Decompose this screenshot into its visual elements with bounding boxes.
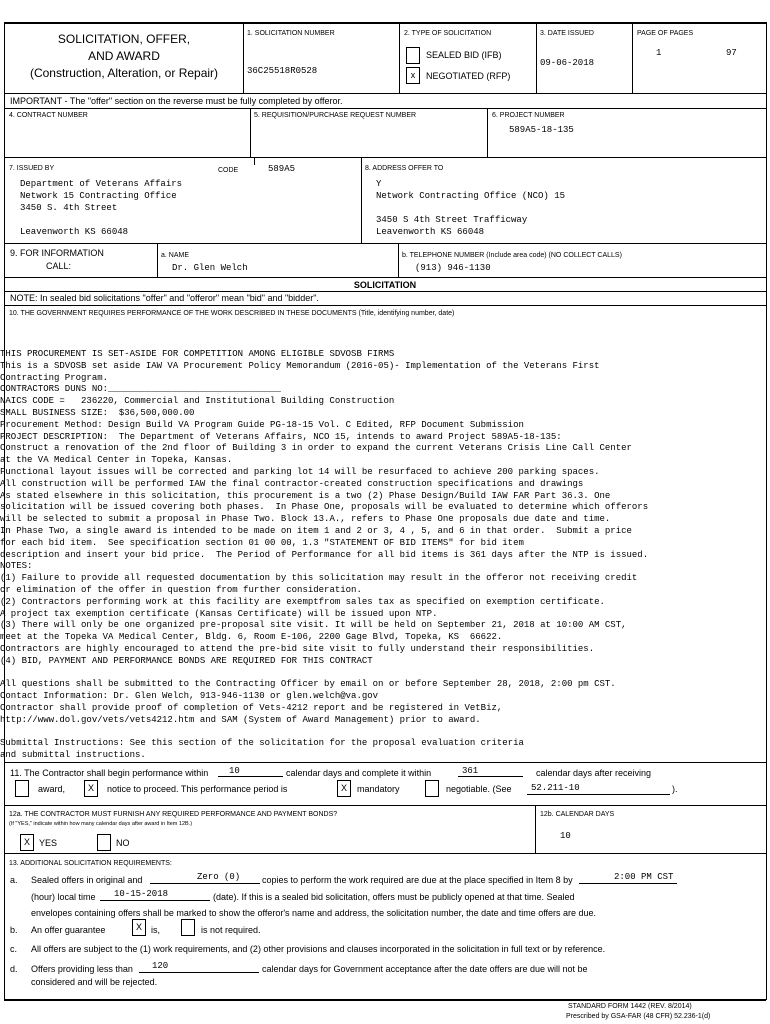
item12a-label: 12a. THE CONTRACTOR MUST FURNISH ANY REQUIRED PERFORMANCE AND PAYMENT BONDS?: [9, 811, 338, 818]
notice-label: notice to proceed. This performance period is: [107, 784, 288, 794]
divider: [4, 853, 766, 854]
item13d-text: Offers providing less than: [31, 964, 133, 974]
begin-days: 10: [229, 766, 240, 776]
contract-number-label: 4. CONTRACT NUMBER: [9, 112, 88, 119]
bonds-yes-checkbox[interactable]: X: [20, 834, 34, 851]
address-line: Leavenworth KS 66048: [20, 227, 129, 237]
underline: [218, 776, 283, 777]
close-paren: ).: [672, 784, 678, 794]
prescribed-by: Prescribed by GSA-FAR (48 CFR) 52.236-1(d): [566, 1013, 711, 1020]
description-line: All construction will be performed IAW the final contractor-created construction specifications and drawings: [0, 478, 584, 489]
divider: [4, 305, 766, 306]
form-id: STANDARD FORM 1442 (REV. 8/2014): [568, 1003, 692, 1010]
divider: [4, 277, 766, 278]
description-line: solicitation will be issued covering both phases. In Phase One, proposals will be evaluated to determine which offerors: [0, 502, 649, 513]
divider: [361, 157, 362, 243]
underline: [150, 883, 260, 884]
description-line: (4) BID, PAYMENT AND PERFORMANCE BONDS ARE REQUIRED FOR THIS CONTRACT: [0, 655, 373, 666]
item11-text: calendar days after receiving: [536, 768, 652, 778]
address-line: 3450 S. 4th Street: [20, 203, 118, 213]
description-line: As stated elsewhere in this solicitation, this procurement is a two (2) Phase Design/Build IAW FAR Part 36.3. One: [0, 490, 611, 501]
description-line: In Phase Two, a single award is intended to be made on item 1 and 2 or 3, 4 , 5, and 6 in that order. Submit a price: [0, 525, 632, 536]
phone-label: b. TELEPHONE NUMBER (Include area code) (NO COLLECT CALLS): [402, 252, 622, 259]
item13d-text: calendar days for Government acceptance after the date offers are due will not be: [262, 964, 588, 974]
divider: [4, 243, 766, 244]
acceptance-days: 120: [152, 961, 169, 971]
address-line: Network 15 Contracting Office: [20, 191, 177, 201]
copies: Zero (0): [197, 872, 241, 882]
description-line: PROJECT DESCRIPTION: The Department of Veterans Affairs, NCO 15, intends to award Project 589A5-18-135:: [0, 431, 562, 442]
form-title-line: AND AWARD: [88, 49, 160, 63]
description-line: [0, 668, 648, 680]
guarantee-is-label: is,: [151, 925, 160, 935]
item11-text: 11. The Contractor shall begin performance within: [10, 768, 209, 778]
complete-days: 361: [462, 766, 479, 776]
item13a-text: envelopes containing offers shall be marked to show the offeror's name and address, the solicitation number, the date and time offers are due.: [31, 908, 597, 918]
bonds-yes-label: YES: [39, 838, 58, 848]
page-number: 1: [656, 48, 662, 58]
item13d-letter: d.: [10, 964, 18, 974]
underline: [579, 883, 677, 884]
work-description: [0, 349, 648, 762]
project-number: 589A5-18-135: [509, 125, 574, 135]
divider: [157, 243, 158, 277]
address-line: 3450 S 4th Street Trafficway: [376, 215, 528, 225]
due-time: 2:00 PM CST: [614, 872, 674, 882]
address-line: Network Contracting Office (NCO) 15: [376, 191, 566, 201]
code-label: CODE: [218, 167, 239, 174]
underline: [458, 776, 523, 777]
call-label: CALL:: [46, 261, 72, 271]
item13c-text: All offers are subject to the (1) work requirements, and (2) other provisions and clauses incorporated in the solicitation in full text or by reference.: [31, 944, 606, 954]
divider: [4, 291, 766, 292]
divider: [4, 762, 766, 763]
important-note: IMPORTANT - The "offer" section on the reverse must be fully completed by offeror.: [10, 96, 343, 106]
item13a-text: (hour) local time: [31, 892, 96, 902]
description-line: Construct a renovation of the 2nd floor of Building 3 in order to expand the current Veterans Crisis Line Call Center: [0, 443, 632, 454]
mandatory-checkbox[interactable]: X: [337, 780, 351, 797]
project-number-label: 6. PROJECT NUMBER: [492, 112, 565, 119]
description-line: Submittal Instructions: See this section of the solicitation for the proposal evaluation criteria: [0, 738, 524, 749]
guarantee-is-checkbox[interactable]: X: [132, 919, 146, 936]
guarantee-not-required-checkbox[interactable]: [181, 919, 195, 936]
info-label: 9. FOR INFORMATION: [10, 248, 104, 258]
divider: [250, 108, 251, 157]
description-line: meet at the Topeka VA Medical Center, Bldg. 6, Room E-106, 2200 Gage Blvd, Topeka, KS 66622.: [0, 632, 503, 643]
negotiated-checkbox[interactable]: x: [406, 67, 420, 84]
address-offer-to: [376, 178, 565, 238]
type-label: 2. TYPE OF SOLICITATION: [404, 30, 492, 37]
description-line: SMALL BUSINESS SIZE: $36,500,000.00: [0, 407, 195, 418]
description-line: NAICS CODE = 236220, Commercial and Institutional Building Construction: [0, 396, 395, 407]
item13c-letter: c.: [10, 944, 18, 954]
underline: [527, 794, 670, 795]
bottom-border: [4, 999, 766, 1001]
description-line: (1) Failure to provide all requested documentation by this solicitation may result in the offeror not receiving credit: [0, 573, 638, 584]
description-line: (3) There will only be one organized pre-proposal site visit. It will be held on September 21, 2018 at 10:00 AM CST,: [0, 620, 627, 631]
divider: [632, 22, 633, 93]
description-line: Contracting Program.: [0, 372, 109, 383]
address-line: Y: [376, 179, 382, 189]
divider: [536, 22, 537, 93]
description-line: Procurement Method: Design Build VA Program Guide PG-18-15 Vol. C Edited, RFP Document Submission: [0, 419, 524, 430]
description-line: [0, 727, 648, 739]
description-line: THIS PROCUREMENT IS SET-ASIDE FOR COMPETITION AMONG ELIGIBLE SDVOSB FIRMS: [0, 349, 395, 359]
description-line: at the VA Medical Center in Topeka, Kansas.: [0, 455, 233, 466]
description-line: Contractor shall provide proof of completion of Vets-4212 report and be registered in VetBiz,: [0, 702, 503, 713]
description-line: Contact Information: Dr. Glen Welch, 913-946-1130 or glen.welch@va.gov: [0, 691, 379, 702]
description-line: This is a SDVOSB set aside IAW VA Procurement Policy Memorandum (2016-05)- Implementation of the Veterans First: [0, 360, 600, 371]
address-line: Department of Veterans Affairs: [20, 179, 183, 189]
contact-phone: (913) 946-1130: [415, 263, 491, 273]
item13b-letter: b.: [10, 925, 18, 935]
top-border: [4, 22, 766, 24]
description-line: NOTES:: [0, 561, 33, 572]
contact-name: Dr. Glen Welch: [172, 263, 248, 273]
award-checkbox[interactable]: [15, 780, 29, 797]
sealed-bid-checkbox[interactable]: [406, 47, 420, 64]
bonds-no-label: NO: [116, 838, 130, 848]
divider: [4, 157, 766, 158]
item13b-text: An offer guarantee: [31, 925, 106, 935]
divider: [399, 22, 400, 93]
description-line: A project tax exemption certificate (Kansas Certificate) will be issued upon NTP.: [0, 608, 438, 619]
due-date: 10-15-2018: [114, 889, 169, 899]
underline: [139, 972, 259, 973]
description-line: for each bid item. See specification section 01 00 00, 1.3 "STATEMENT OF BID ITEMS" for bid item: [0, 537, 524, 548]
address-line: Leavenworth KS 66048: [376, 227, 485, 237]
sealed-bid-note: NOTE: In sealed bid solicitations "offer" and "offeror" mean "bid" and "bidder".: [10, 293, 319, 303]
description-line: Functional layout issues will be corrected and parking lot 14 will be resurfaced to achieve 200 parking spaces.: [0, 466, 600, 477]
address-line: [20, 214, 182, 226]
issued-by-label: 7. ISSUED BY: [9, 165, 55, 172]
notice-checkbox[interactable]: X: [84, 780, 98, 797]
item11-text: calendar days and complete it within: [286, 768, 432, 778]
page-count: 97: [726, 48, 737, 58]
requisition-label: 5. REQUISITION/PURCHASE REQUEST NUMBER: [254, 112, 417, 119]
description-line: All questions shall be submitted to the Contracting Officer by email on or before September 28, 2018, 2:00 pm CST.: [0, 679, 616, 690]
solicitation-heading: SOLICITATION: [353, 280, 417, 290]
right-border: [766, 22, 767, 1000]
description-line: or elimination of the offer in question from further consideration.: [0, 584, 362, 595]
name-label: a. NAME: [161, 252, 190, 259]
item10-label: 10. THE GOVERNMENT REQUIRES PERFORMANCE OF THE WORK DESCRIBED IN THESE DOCUMENTS (Title, identifying number, date): [9, 310, 455, 317]
item12a-sub: (If "YES," indicate within how many calendar days after award in Item 12B.): [9, 821, 193, 827]
form-title-line: SOLICITATION, OFFER,: [57, 32, 191, 46]
page-of-pages-label: PAGE OF PAGES: [637, 30, 694, 37]
description-line: http://www.dol.gov/vets/vets4212.htm and SAM (System of Award Management) prior to award.: [0, 714, 481, 725]
item12b-label: 12b. CALENDAR DAYS: [540, 811, 615, 818]
divider: [398, 243, 399, 277]
item13a-text: Sealed offers in original and: [31, 875, 143, 885]
item13-label: 13. ADDITIONAL SOLICITATION REQUIREMENTS:: [9, 860, 172, 867]
address-line: [376, 202, 565, 214]
sol-number: 36C25518R0528: [247, 66, 318, 76]
divider: [487, 108, 488, 157]
description-line: CONTRACTORS DUNS NO:________________________________: [0, 384, 281, 395]
description-line: (2) Contractors performing work at this facility are exemptfrom sales tax as specified on exemption certificate.: [0, 596, 605, 607]
underline: [100, 900, 210, 901]
description-line: Contractors are highly encouraged to attend the pre-bid site visit to fully understand their responsibilities.: [0, 643, 595, 654]
code-value: 589A5: [268, 164, 296, 174]
form-title-line: (Construction, Alteration, or Repair): [29, 66, 219, 80]
issued-by-address: [20, 178, 182, 238]
mandatory-label: mandatory: [357, 784, 400, 794]
description-line: will be selected to submit a proposal in Phase Two. Block 13.A., refers to Phase One proposals due date and time.: [0, 514, 611, 525]
divider: [4, 108, 766, 109]
item13a-letter: a.: [10, 875, 18, 885]
see-clause: 52.211-10: [531, 783, 580, 793]
guarantee-not-required-label: is not required.: [201, 925, 261, 935]
negotiable-label: negotiable. (See: [446, 784, 512, 794]
negotiated-label: NEGOTIATED (RFP): [426, 71, 511, 81]
item13a-text: copies to perform the work required are due at the place specified in Item 8 by: [262, 875, 573, 885]
date-issued: 09-06-2018: [540, 58, 595, 68]
bond-days: 10: [560, 831, 571, 841]
bonds-no-checkbox[interactable]: [97, 834, 111, 851]
divider: [254, 157, 255, 165]
sealed-bid-label: SEALED BID (IFB): [426, 50, 502, 60]
description-line: and submittal instructions.: [0, 750, 146, 761]
description-line: description and insert your bid price. The Period of Performance for all bid items is 361 days after the NTP is issued.: [0, 549, 649, 560]
negotiable-checkbox[interactable]: [425, 780, 439, 797]
divider: [4, 93, 766, 94]
address-offer-label: 8. ADDRESS OFFER TO: [365, 165, 444, 172]
date-issued-label: 3. DATE ISSUED: [540, 30, 594, 37]
sol-number-label: 1. SOLICITATION NUMBER: [247, 30, 335, 37]
divider: [4, 805, 766, 806]
award-label: award,: [38, 784, 66, 794]
divider: [535, 805, 536, 853]
divider: [243, 22, 244, 93]
item13a-text: (date). If this is a sealed bid solicitation, offers must be publicly opened at that time. Sealed: [213, 892, 575, 902]
item13d-text: considered and will be rejected.: [31, 977, 158, 987]
form-title: [5, 32, 243, 81]
